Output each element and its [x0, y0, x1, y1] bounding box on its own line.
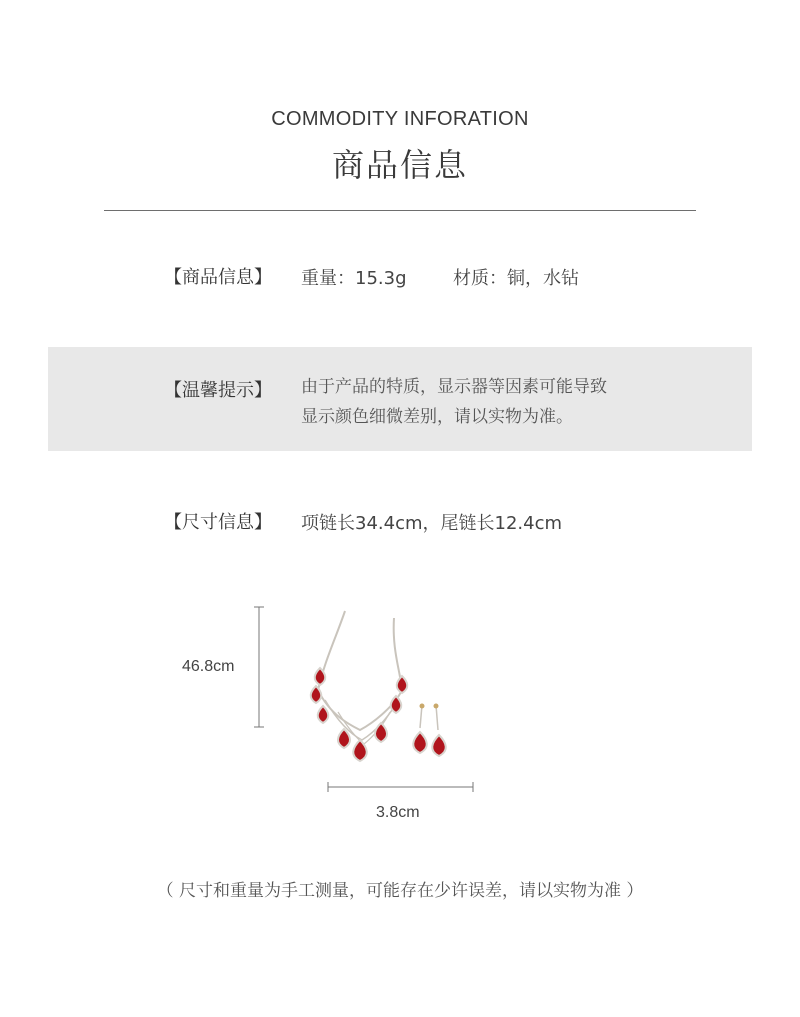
necklace-chain — [318, 611, 402, 744]
height-dimension-line — [254, 607, 264, 727]
material-value: 材质：铜，水钻 — [453, 268, 579, 289]
height-dimension-label: 46.8cm — [182, 658, 235, 675]
width-dimension-line — [328, 782, 473, 792]
tips-line-2: 显示颜色细微差别，请以实物为准。 — [301, 407, 573, 427]
size-value: 项链长34.4cm，尾链长12.4cm — [301, 513, 563, 534]
earrings — [413, 704, 446, 757]
title-chinese: 商品信息 — [331, 146, 468, 184]
info-label: 【商品信息】 — [164, 267, 272, 288]
size-label: 【尺寸信息】 — [164, 512, 272, 533]
necklace-gems — [311, 668, 408, 761]
weight-value: 重量：15.3g — [301, 268, 407, 289]
measurement-footnote: （ 尺寸和重量为手工测量，可能存在少许误差，请以实物为准 ） — [156, 881, 644, 901]
width-dimension-label: 3.8cm — [376, 804, 420, 821]
tips-label: 【温馨提示】 — [164, 380, 272, 401]
tips-line-1: 由于产品的特质，显示器等因素可能导致 — [301, 377, 607, 397]
title-english: COMMODITY INFORATION — [271, 108, 529, 130]
